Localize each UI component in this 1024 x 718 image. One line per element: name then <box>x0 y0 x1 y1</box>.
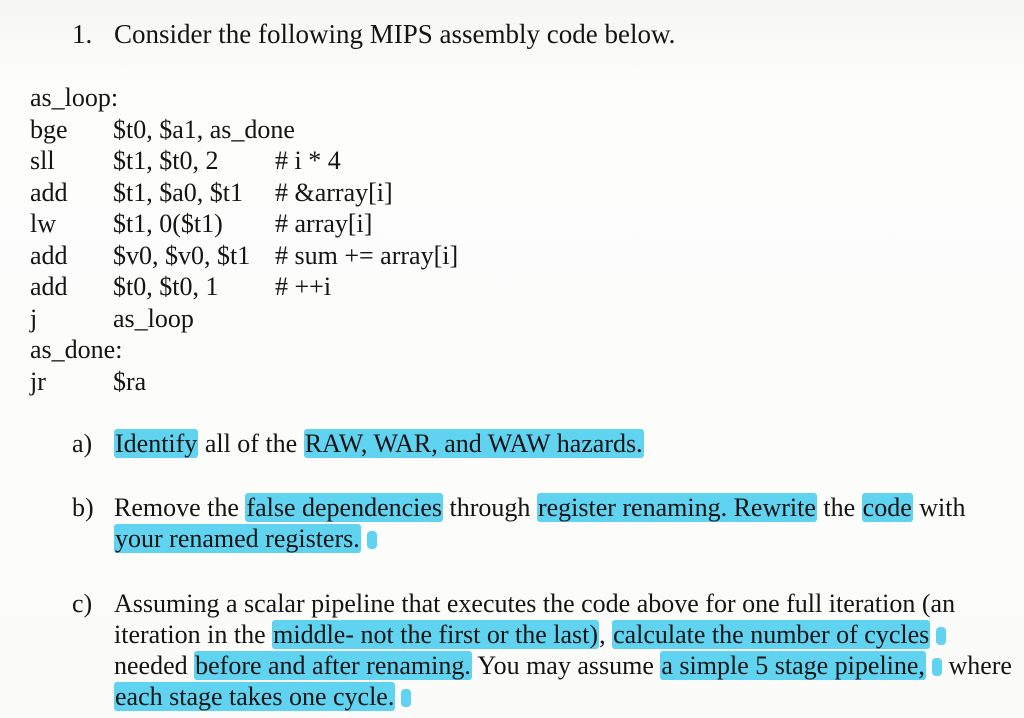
code-args: $t0, $t0, 1 <box>113 272 219 301</box>
code-line <box>30 177 393 209</box>
part-b-letter: b) <box>72 493 94 522</box>
code-comment: # sum += array[i] <box>275 240 459 270</box>
code-comment: # ++i <box>275 272 332 301</box>
text-run: Remove the <box>114 493 246 522</box>
code-line <box>30 114 295 146</box>
code-line <box>30 145 341 177</box>
part-a-letter: a) <box>72 429 93 458</box>
code-args: $t1, $t0, 2 <box>113 146 219 175</box>
highlight: each stage takes one cycle. <box>115 682 395 711</box>
highlight: your renamed registers. <box>115 524 360 553</box>
mips-code-block <box>30 82 459 397</box>
code-args: $t0, $a1, as_done <box>113 114 295 144</box>
text-run: with <box>912 493 966 522</box>
highlight-mark <box>932 658 942 676</box>
code-args: $t1, $a0, $t1 <box>113 177 243 207</box>
text-run: needed <box>114 651 195 680</box>
text-run: You may assume <box>471 651 661 680</box>
highlight-mark <box>936 627 946 645</box>
highlight: before and after renaming. <box>195 651 471 680</box>
text-run: through <box>443 493 537 522</box>
code-label-loop: as_loop: <box>30 83 119 112</box>
code-args: $v0, $v0, $t1 <box>113 240 251 270</box>
code-line <box>30 303 194 335</box>
code-op: add <box>30 240 68 270</box>
question-title <box>72 14 675 54</box>
highlight-mark <box>401 689 411 707</box>
code-op: sll <box>30 146 55 175</box>
code-args: $ra <box>113 366 147 396</box>
code-line <box>30 208 373 240</box>
code-comment: # i * 4 <box>275 146 341 175</box>
code-comment: # &array[i] <box>275 177 393 207</box>
question-text: Consider the following MIPS assembly code below. <box>114 19 676 49</box>
text-run: , <box>599 620 613 649</box>
highlight-mark <box>367 531 377 549</box>
code-line <box>30 271 332 303</box>
part-c-text <box>114 588 1014 712</box>
code-op: j <box>30 303 38 333</box>
part-a-text <box>114 428 1014 459</box>
code-op: add <box>30 177 68 207</box>
code-line <box>30 366 147 398</box>
code-args: $t1, 0($t1) <box>113 209 223 238</box>
text-run: the <box>816 493 862 522</box>
code-args: as_loop <box>113 303 194 333</box>
part-b-text <box>114 492 1014 554</box>
code-op: jr <box>30 366 46 396</box>
code-op: add <box>30 272 68 301</box>
highlight: RAW, WAR, and WAW hazards. <box>304 429 643 458</box>
highlight: register renaming. Rewrite <box>537 493 816 522</box>
code-op: lw <box>30 209 56 238</box>
highlight: code <box>862 493 912 522</box>
highlight: a simple 5 stage pipeline, <box>661 651 925 680</box>
highlight: calculate the number of cycles <box>613 620 930 649</box>
code-op: bge <box>30 114 68 144</box>
code-line <box>30 240 459 272</box>
code-label-done: as_done: <box>30 335 123 364</box>
part-c-letter: c) <box>72 589 93 618</box>
text-run: all of the <box>198 429 304 458</box>
text-run: Assuming a scalar pipeline that executes the code above for one full iteration (an iteration in the <box>114 589 956 649</box>
question-number: 1. <box>72 19 93 49</box>
highlight: middle- not the first or the last) <box>273 620 599 649</box>
highlight: false dependencies <box>246 493 443 522</box>
highlight: Identify <box>115 429 198 458</box>
code-comment: # array[i] <box>275 209 373 238</box>
text-run: where <box>941 651 1012 680</box>
